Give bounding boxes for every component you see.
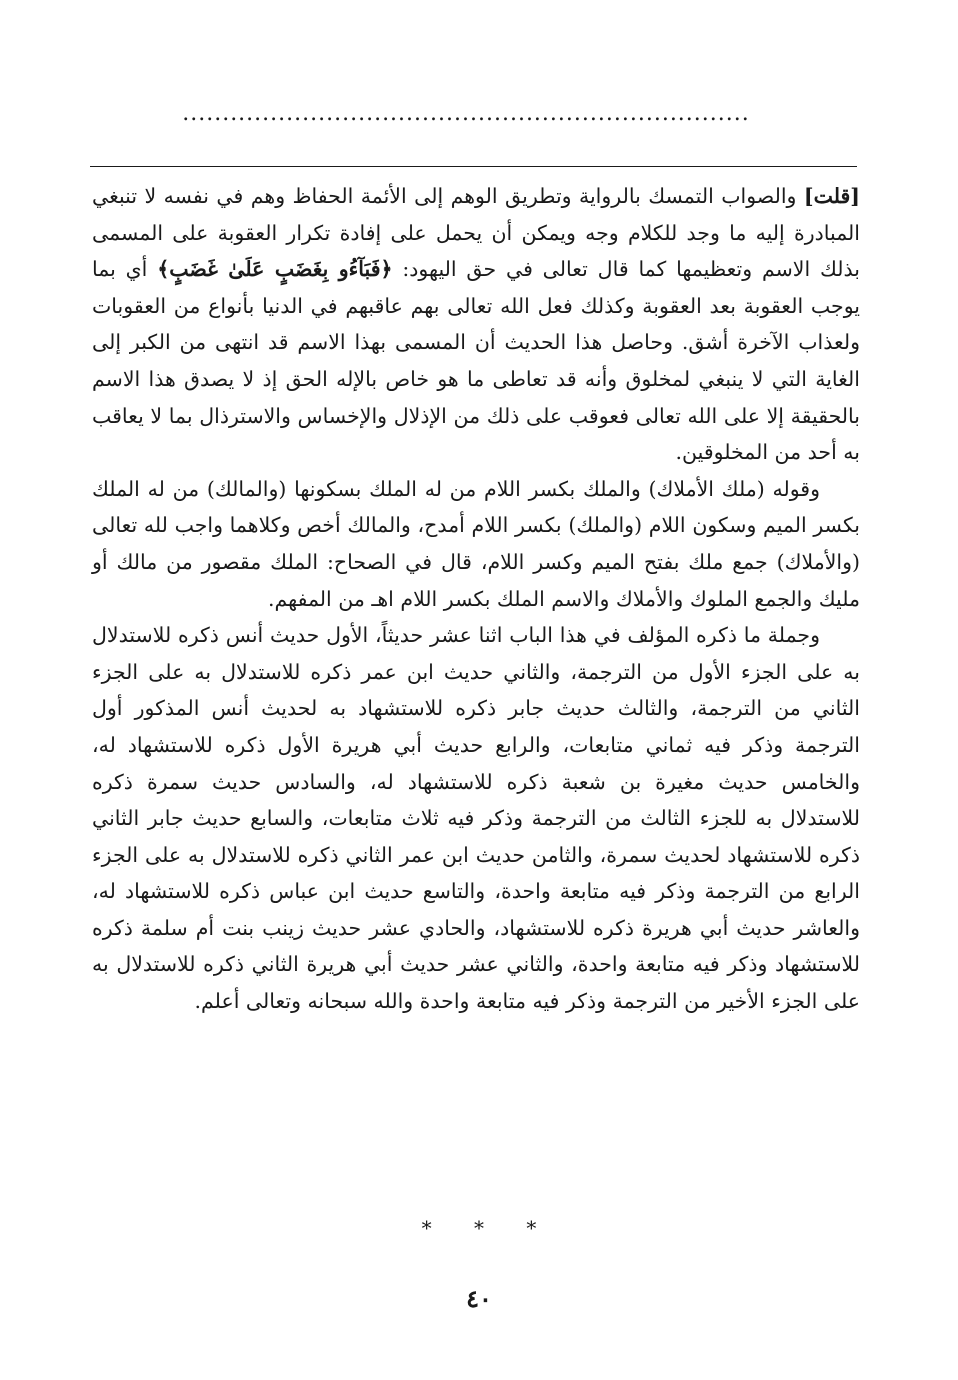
page-number: ٤٠ [466, 1284, 492, 1313]
separator-star: * [421, 1216, 432, 1240]
separator-star: * [526, 1216, 537, 1240]
paragraph-1 [92, 178, 860, 471]
paragraph-1-text: والصواب التمسك بالرواية وتطريق الوهم إلى الأئمة الحفاظ وهم في نفسه لا تنبغي المبادرة إليه ما وجد للكلام وجه ويمكن أن يحمل على إفادة تكرار العقوبة على المسمى بذلك الاسم وتعظيمها كما قال تعالى في حق اليهود: [92, 184, 860, 282]
header-rule [90, 166, 857, 167]
section-separator [0, 1216, 958, 1240]
paragraph-2: وقوله (ملك الأملاك) والملك بكسر اللام من له الملك بسكونها (والمالك) من له الملك بكسر الميم وسكون اللام (والملك) بكسر اللام أمدح، والمالك أخص وكلاهما واجب لله تعالى (والأملاك) جمع ملك بفتح الميم وكسر اللام، قال في الصحاح: الملك مقصور من مالك أو مليك والجمع الملوك والأملاك والاسم الملك بكسر اللام اهـ من المفهم. [92, 476, 860, 611]
header-dotted-line: ....................................................................... [182, 102, 750, 126]
separator-star: * [474, 1216, 484, 1240]
paragraph-3: وجملة ما ذكره المؤلف في هذا الباب اثنا عشر حديثاً، الأول حديث أنس ذكره للاستدلال به على الجزء الأول من الترجمة، والثاني حديث ابن عمر ذكره للاستدلال به على الجزء الثاني من الترجمة، والثالث حديث جابر ذكره للاستشهاد به لحديث أنس المذكور أول الترجمة وذكر فيه ثماني متابعات، والرابع حديث أبي هريرة الأول ذكره للاستشهاد له، والخامس حديث مغيرة بن شعبة ذكره للاستشهاد له، والسادس حديث سمرة ذكره للاستدلال به للجزء الثالث من الترجمة وذكر فيه ثلاث متابعات، والسابع حديث جابر الثاني ذكره للاستشهاد لحديث سمرة، والثامن حديث ابن عمر الثاني ذكره للاستدلال به على الجزء الرابع من الترجمة وذكر فيه متابعة واحدة، والتاسع حديث ابن عباس ذكره للاستشهاد له، والعاشر حديث أبي هريرة ذكره للاستشهاد، والحادي عشر حديث زينب بنت أم سلمة ذكره للاستشهاد وذكر فيه متابعة واحدة، والثاني عشر حديث أبي هريرة الثاني ذكره للاستدلال به على الجزء الأخير من الترجمة وذكر فيه متابعة واحدة والله سبحانه وتعالى أعلم. [92, 623, 860, 1014]
paragraph-1-tail: أي بما يوجب العقوبة بعد العقوبة وكذلك فعل الله تعالى بهم عاقبهم في الدنيا بأنواع من العقوبات ولعذاب الآخرة أشق. وحاصل هذا الحديث أن المسمى بهذا الاسم قد انتهى من الكبر إلى الغاية التي لا ينبغي لمخلوق وأنه قد تعاطى ما هو خاص بالإله الحق إذ لا يصدق هذا الاسم بالحقيقة إلا على الله تعالى فعوقب على ذلك من الإذلال والإخساس والاسترذال بما لا يعاقب به أحد من المخلوقين. [92, 257, 860, 465]
page-body [92, 178, 860, 1020]
quran-verse: ﴿فَبَآءُو بِغَضَبٍ عَلَىٰ غَضَبٍ﴾ [157, 257, 393, 282]
qult-label: [قلت] [803, 184, 860, 208]
